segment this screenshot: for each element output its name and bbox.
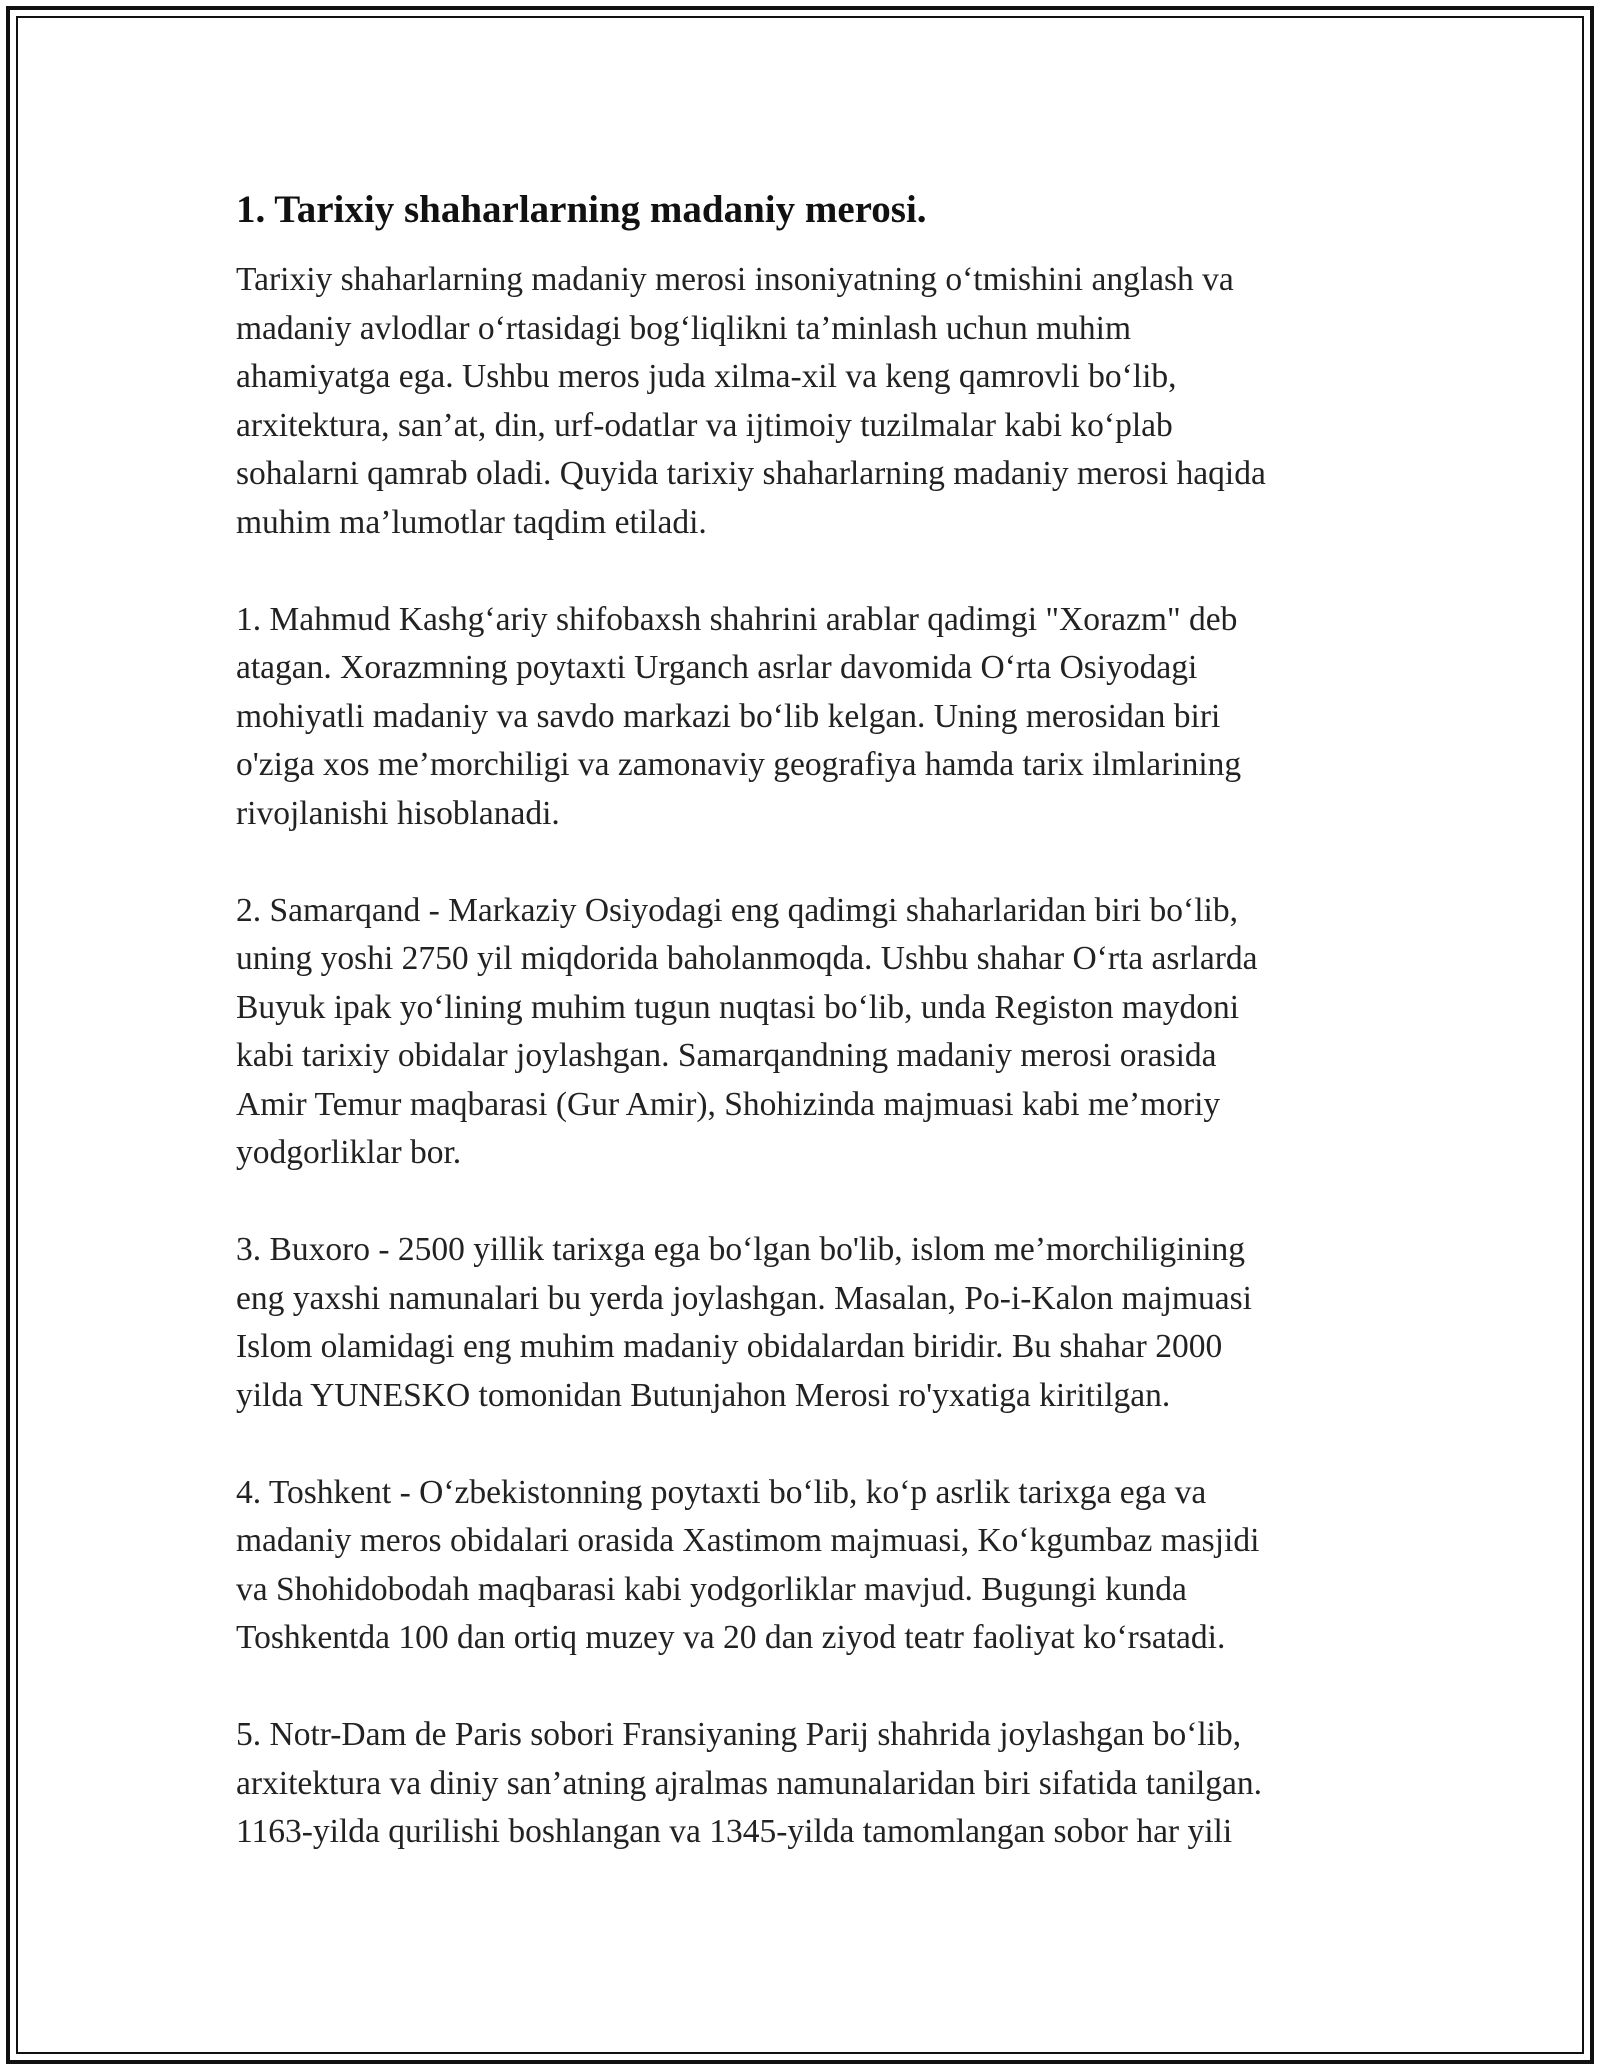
text-line: 1. Mahmud Kashg‘ariy shifobaxsh shahrini arablar qadimgi "Xorazm" deb <box>236 600 1238 638</box>
text-line: atagan. Xorazmning poytaxti Urganch asrlar davomida O‘rta Osiyodagi <box>236 649 1198 686</box>
text-line: yilda YUNESKO tomonidan Butunjahon Merosi ro'yxatiga kiritilgan. <box>236 1376 1171 1414</box>
text-line: yodgorliklar bor. <box>236 1134 462 1171</box>
text-line: rivojlanishi hisoblanadi. <box>236 794 560 832</box>
text-line: Amir Temur maqbarasi (Gur Amir), Shohizinda majmuasi kabi me’moriy <box>236 1085 1221 1123</box>
text-line: uning yoshi 2750 yil miqdorida baholanmoqda. Ushbu shahar O‘rta asrlarda <box>236 940 1258 977</box>
text-line: o'ziga xos me’morchiligi va zamonaviy geografiya hamda tarix ilmlarining <box>236 746 1242 783</box>
text-line: ahamiyatga ega. Ushbu meros juda xilma-xil va keng qamrovli bo‘lib, <box>236 358 1177 395</box>
text-line: 1163-yilda qurilishi boshlangan va 1345-yilda tamomlangan sobor har yili <box>236 1813 1233 1850</box>
list-item-paragraph-4 <box>236 1469 1386 1663</box>
text-line: kabi tarixiy obidalar joylashgan. Samarqandning madaniy merosi orasida <box>236 1037 1217 1074</box>
text-line: Islom olamidagi eng muhim madaniy obidalardan biridir. Bu shahar 2000 <box>236 1328 1223 1365</box>
text-line: sohalarni qamrab oladi. Quyida tarixiy shaharlarning madaniy merosi haqida <box>236 455 1266 492</box>
text-line: arxitektura, san’at, din, urf-odatlar va ijtimoiy tuzilmalar kabi ko‘plab <box>236 406 1173 444</box>
intro-paragraph <box>236 256 1386 547</box>
text-line: 3. Buxoro - 2500 yillik tarixga ega bo‘lgan bo'lib, islom me’morchiligining <box>236 1231 1246 1268</box>
text-line: arxitektura va diniy san’atning ajralmas namunalaridan biri sifatida tanilgan. <box>236 1764 1263 1802</box>
text-line: madaniy avlodlar o‘rtasidagi bog‘liqlikni ta’minlash uchun muhim <box>236 309 1132 347</box>
text-line: Buyuk ipak yo‘lining muhim tugun nuqtasi bo‘lib, unda Registon maydoni <box>236 988 1240 1026</box>
text-line: 5. Notr-Dam de Paris sobori Fransiyaning Parij shahrida joylashgan bo‘lib, <box>236 1716 1242 1753</box>
section-heading: 1. Tarixiy shaharlarning madaniy merosi. <box>236 188 927 231</box>
text-line: muhim ma’lumotlar taqdim etiladi. <box>236 503 707 541</box>
text-line: Tarixiy shaharlarning madaniy merosi insoniyatning o‘tmishini anglash va <box>236 261 1234 298</box>
text-line: Toshkentda 100 dan ortiq muzey va 20 dan ziyod teatr faoliyat ko‘rsatadi. <box>236 1619 1226 1656</box>
text-line: mohiyatli madaniy va savdo markazi bo‘lib kelgan. Uning merosidan biri <box>236 697 1221 735</box>
list-item-paragraph-1 <box>236 596 1386 839</box>
text-line: 4. Toshkent - O‘zbekistonning poytaxti bo‘lib, ko‘p asrlik tarixga ega va <box>236 1473 1207 1511</box>
list-item-paragraph-3 <box>236 1226 1386 1420</box>
text-line: 2. Samarqand - Markaziy Osiyodagi eng qadimgi shaharlaridan biri bo‘lib, <box>236 891 1238 929</box>
text-line: eng yaxshi namunalari bu yerda joylashgan. Masalan, Po-i-Kalon majmuasi <box>236 1279 1252 1317</box>
list-item-paragraph-2 <box>236 887 1386 1178</box>
text-line: va Shohidobodah maqbarasi kabi yodgorliklar mavjud. Bugungi kunda <box>236 1570 1187 1608</box>
list-item-paragraph-5 <box>236 1711 1386 1857</box>
document-body <box>236 186 1386 1905</box>
text-line: madaniy meros obidalari orasida Xastimom majmuasi, Ko‘kgumbaz masjidi <box>236 1522 1260 1559</box>
